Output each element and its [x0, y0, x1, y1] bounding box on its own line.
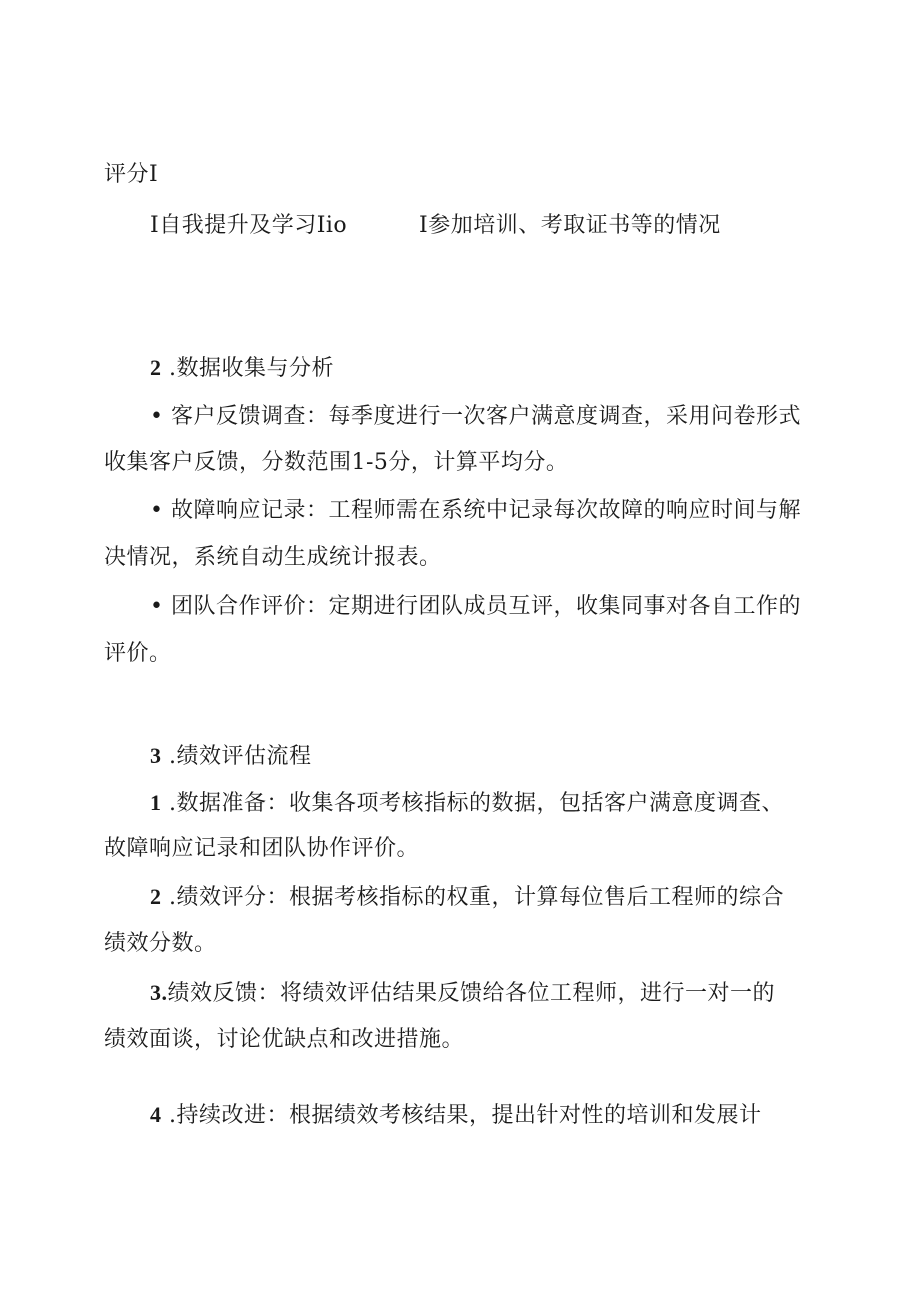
list-item-text: 收集客户反馈，分数范围1-5分，计算平均分。: [104, 450, 569, 475]
bullet-icon: •: [150, 404, 164, 429]
section-2-title: .数据收集与分析: [169, 356, 334, 381]
step-4-line1: [150, 1100, 762, 1131]
step-number: 4: [150, 1102, 162, 1127]
step-number: 3.: [150, 980, 168, 1005]
list-item-team-evaluation-line1: [150, 592, 801, 622]
section-2-number: 2: [150, 355, 162, 380]
step-text: 绩效面谈，讨论优缺点和改进措施。: [104, 1027, 465, 1052]
step-text: .持续改进：根据绩效考核结果，提出针对性的培训和发展计: [169, 1103, 762, 1128]
list-item-text: 客户反馈调查：每季度进行一次客户满意度调查，采用问卷形式: [170, 404, 801, 429]
bullet-icon: •: [150, 498, 164, 523]
step-number: 1: [150, 790, 162, 815]
table-row-self-improvement: [150, 211, 347, 241]
list-item-customer-feedback-line1: [150, 402, 801, 432]
step-number: 2: [150, 884, 162, 909]
step-text: 绩效反馈：将绩效评估结果反馈给各位工程师，进行一对一的: [167, 981, 776, 1006]
table-row-self-improvement-desc: [419, 211, 721, 241]
table-cell-score: 评分I: [104, 162, 159, 187]
list-item-text: 故障响应记录：工程师需在系统中记录每次故障的响应时间与解: [170, 498, 801, 523]
step-text: .绩效评分：根据考核指标的权重，计算每位售后工程师的综合: [169, 885, 784, 910]
step-1-line2: [104, 834, 419, 864]
step-text: 故障响应记录和团队协作评价。: [104, 836, 420, 861]
list-item-fault-response-line1: [150, 496, 801, 526]
step-3-line1: [150, 978, 775, 1009]
step-2-line1: [150, 882, 784, 913]
step-text: 绩效分数。: [104, 931, 217, 956]
list-item-fault-response-line2: [104, 543, 442, 573]
bullet-icon: •: [150, 594, 164, 619]
table-cell-item: I自我提升及学习Iio: [150, 213, 348, 238]
step-3-line2: [104, 1025, 464, 1055]
step-2-line2: [104, 929, 217, 959]
section-3-title: .绩效评估流程: [169, 744, 312, 769]
list-item-text: 评价。: [104, 641, 172, 666]
list-item-team-evaluation-line2: [104, 639, 172, 669]
table-row-score: [104, 160, 158, 190]
list-item-text: 团队合作评价：定期进行团队成员互评，收集同事对各自工作的: [170, 594, 801, 619]
table-cell-description: I参加培训、考取证书等的情况: [419, 213, 721, 238]
section-3-number: 3: [150, 743, 162, 768]
step-1-line1: [150, 788, 784, 819]
list-item-customer-feedback-line2: [104, 448, 568, 478]
step-text: .数据准备：收集各项考核指标的数据，包括客户满意度调查、: [169, 791, 784, 816]
list-item-text: 决情况，系统自动生成统计报表。: [104, 545, 442, 570]
section-3-heading: [150, 741, 312, 772]
section-2-heading: [150, 353, 334, 384]
